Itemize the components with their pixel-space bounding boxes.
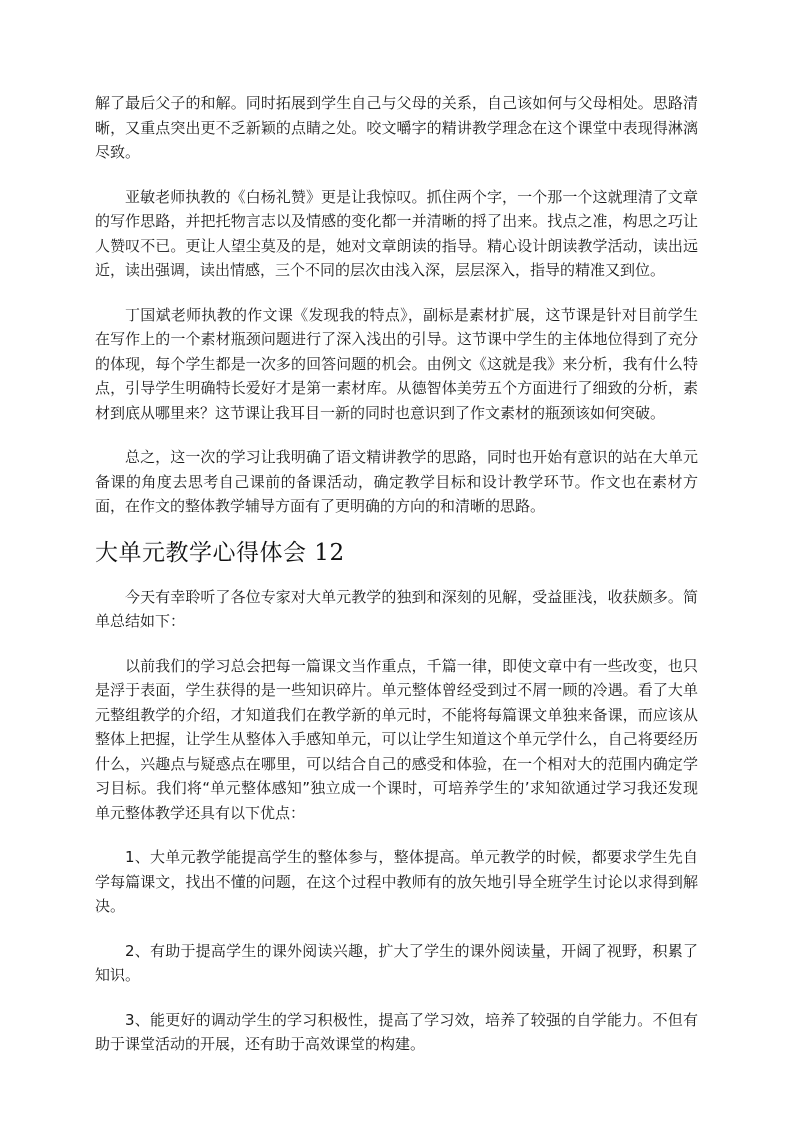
list-item-advantage-1: 1、大单元教学能提高学生的整体参与，整体提高。单元教学的时候，都要求学生先自学每篇课文，找出不懂的问题，在这个过程中教师有的放矢地引导全班学生讨论以求得到解决。 (95, 848, 698, 915)
paragraph-continuation: 解了最后父子的和解。同时拓展到学生自己与父母的关系，自己该如何与父母相处。思路清晰，又重点突出更不乏新颖的点睛之处。咬文嚼字的精讲教学理念在这个课堂中表现得淋漓尽致。 (95, 94, 698, 161)
list-item-advantage-3: 3、能更好的调动学生的学习积极性，提高了学习效，培养了较强的自学能力。不但有助于课堂活动的开展，还有助于高效课堂的构建。 (95, 1010, 698, 1053)
paragraph-summary: 总之，这一次的学习让我明确了语文精讲教学的思路，同时也开始有意识的站在大单元备课的角度去思考自己课前的备课活动，确定教学目标和设计教学环节。作文也在素材方面，在作文的整体教学辅导方面有了更明确的方向的和清晰的思路。 (95, 448, 698, 515)
paragraph-composition-lesson: 丁国斌老师执教的作文课《发现我的特点》，副标是素材扩展，这节课是针对目前学生在写作上的一个素材瓶颈问题进行了深入浅出的引导。这节课中学生的主体地位得到了充分的体现，每个学生都是一次多的回答问题的机会。由例文《这就是我》来分析，我有什么特点，引导学生明确特长爱好才是第一素材库。从德智体美劳五个方面进行了细致的分析，素材到底从哪里来？这节课让我耳目一新的同时也意识到了作文素材的瓶颈该如何突破。 (95, 305, 698, 422)
section-heading: 大单元教学心得体会 12 (95, 539, 345, 566)
document-page (95, 91, 698, 1057)
paragraph-bai-yang-li-zan: 亚敏老师执教的《白杨礼赞》更是让我惊叹。抓住两个字，一个那一个这就理清了文章的写作思路，并把托物言志以及情感的变化都一并清晰的捋了出来。找点之准，构思之巧让人赞叹不已。更让人望尘莫及的是，她对文章朗读的指导。精心设计朗读教学活动，读出远近，读出强调，读出情感，三个不同的层次由浅入深，层层深入，指导的精准又到位。 (95, 187, 698, 279)
paragraph-intro: 今天有幸聆听了各位专家对大单元教学的独到和深刻的见解，受益匪浅，收获颇多。简单总结如下： (95, 587, 698, 630)
paragraph-unit-overview: 以前我们的学习总会把每一篇课文当作重点，千篇一律，即使文章中有一些改变，也只是浮于表面，学生获得的是一些知识碎片。单元整体曾经受到过不屑一顾的冷遇。看了大单元整组教学的介绍，才知道我们在教学新的单元时，不能将每篇课文单独来备课，而应该从整体上把握，让学生从整体入手感知单元，可以让学生知道这个单元学什么，自己将要经历什么，兴趣点与疑惑点在哪里，可以结合自己的感受和体验，在一个相对大的范围内确定学习目标。我们将“单元整体感知”独立成一个课时，可培养学生的’求知欲通过学习我还发现单元整体教学还具有以下优点： (95, 656, 698, 822)
list-item-advantage-2: 2、有助于提高学生的课外阅读兴趣，扩大了学生的课外阅读量，开阔了视野，积累了知识。 (95, 941, 698, 984)
